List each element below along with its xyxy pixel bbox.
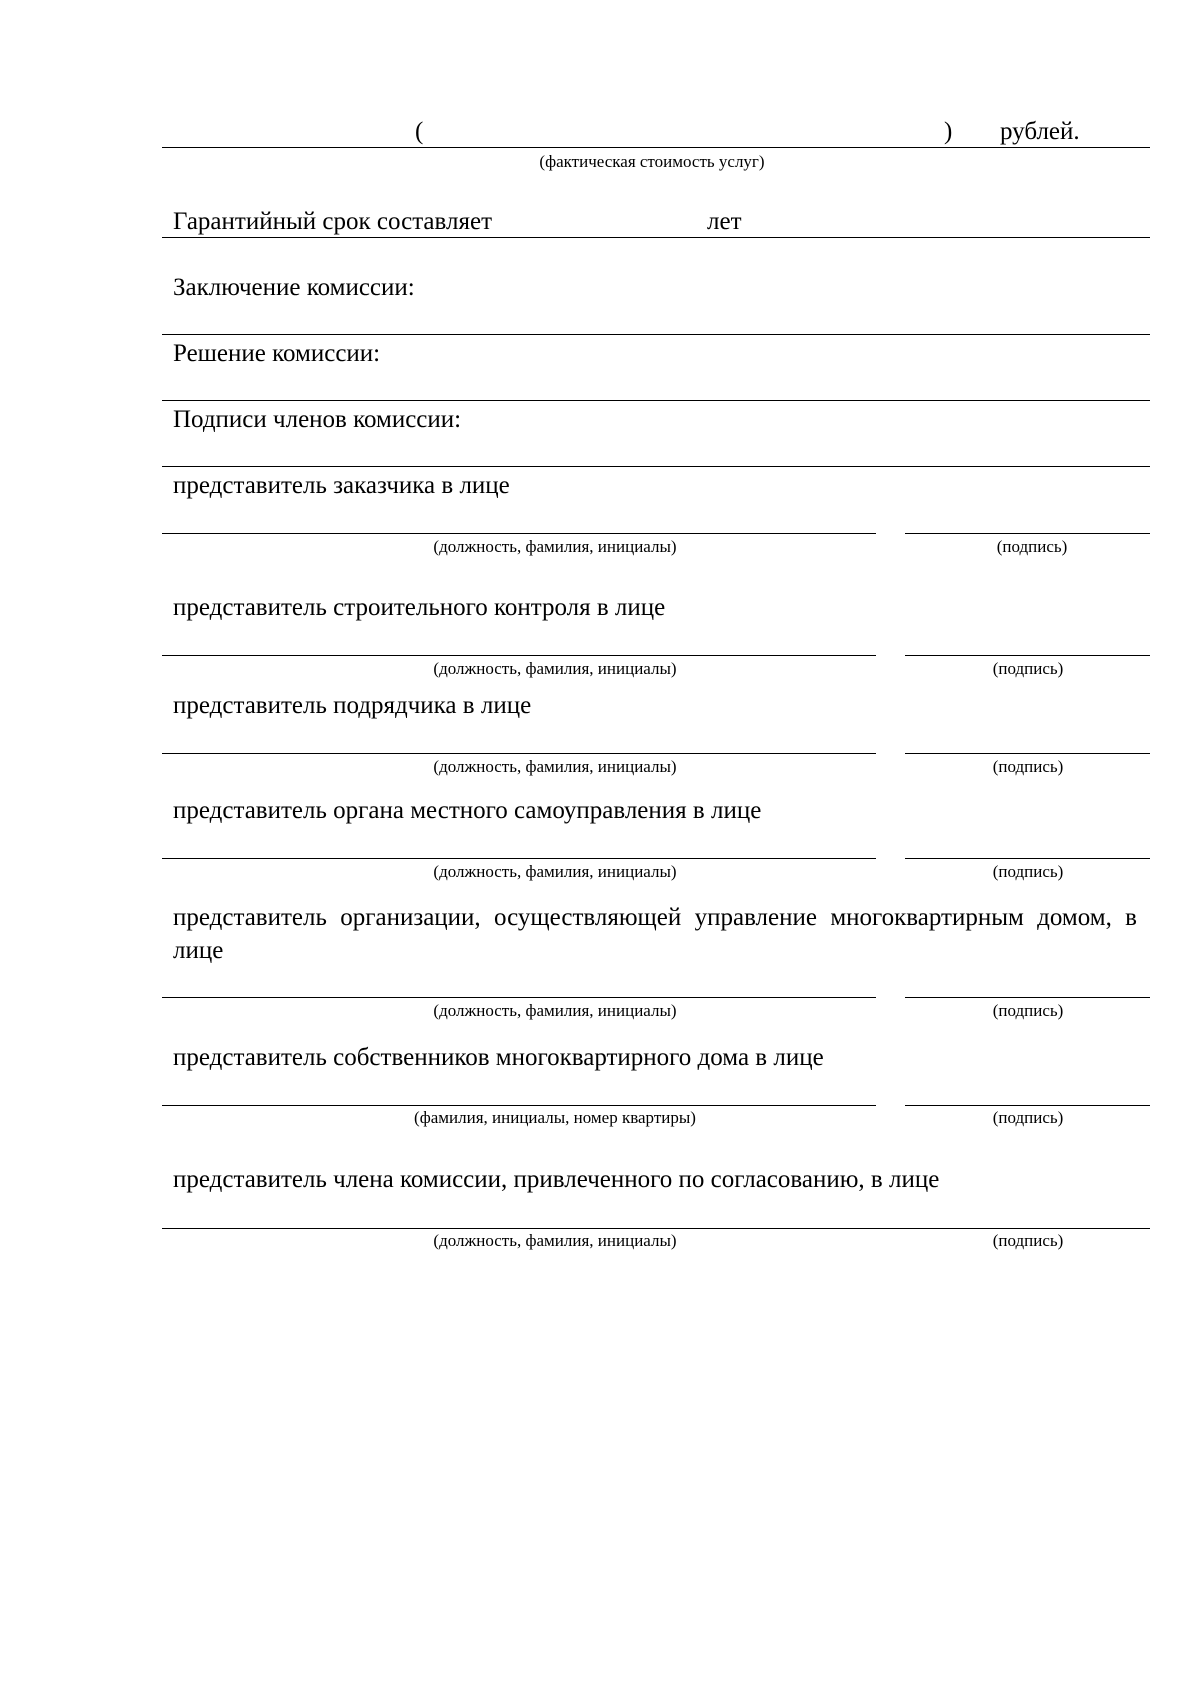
- representative-control-label: представитель строительного контроля в лице: [173, 594, 666, 621]
- representative-invited-member-signature-caption: (подпись): [992, 1231, 1064, 1250]
- representative-management-name-caption: (должность, фамилия, инициалы): [433, 1001, 677, 1020]
- representative-owners-signature-line[interactable]: [905, 1105, 1150, 1106]
- representative-management-name-line[interactable]: [162, 997, 876, 998]
- decision-line[interactable]: [162, 400, 1150, 401]
- representative-contractor-name-line[interactable]: [162, 753, 876, 754]
- representative-invited-member-label: представитель члена комиссии, привлеченного по согласованию, в лице: [173, 1166, 940, 1193]
- representative-management-signature-line[interactable]: [905, 997, 1150, 998]
- representative-contractor-name-caption: (должность, фамилия, инициалы): [433, 757, 677, 776]
- representative-customer-label: представитель заказчика в лице: [173, 472, 510, 499]
- representative-contractor-label: представитель подрядчика в лице: [173, 692, 532, 719]
- representative-control-name-caption: (должность, фамилия, инициалы): [433, 659, 677, 678]
- representative-management-label: представитель организации, осуществляющей управление многоквартирным домом, в лице: [173, 904, 1137, 964]
- representative-customer-name-caption: (должность, фамилия, инициалы): [433, 537, 677, 556]
- signatures-label: Подписи членов комиссии:: [173, 406, 462, 433]
- decision-label: Решение комиссии:: [173, 340, 381, 367]
- representative-local-government-name-line[interactable]: [162, 858, 876, 859]
- representative-contractor-signature-caption: (подпись): [992, 757, 1064, 776]
- representative-local-government-signature-caption: (подпись): [992, 862, 1064, 881]
- representative-invited-member-line[interactable]: [162, 1228, 1150, 1229]
- conclusion-line[interactable]: [162, 334, 1150, 335]
- representative-owners-name-line[interactable]: [162, 1105, 876, 1106]
- representative-owners-name-caption: (фамилия, инициалы, номер квартиры): [414, 1108, 696, 1127]
- representative-management-signature-caption: (подпись): [992, 1001, 1064, 1020]
- representative-customer-signature-line[interactable]: [905, 533, 1150, 534]
- representative-customer-signature-caption: (подпись): [996, 537, 1068, 556]
- representative-control-signature-caption: (подпись): [992, 659, 1064, 678]
- representative-owners-signature-caption: (подпись): [992, 1108, 1064, 1127]
- representative-local-government-name-caption: (должность, фамилия, инициалы): [433, 862, 677, 881]
- cost-open-paren: (: [415, 118, 424, 145]
- signatures-line[interactable]: [162, 466, 1150, 467]
- cost-close-paren: ): [944, 118, 953, 145]
- warranty-label: Гарантийный срок составляет: [173, 208, 492, 235]
- representative-customer-name-line[interactable]: [162, 533, 876, 534]
- representative-invited-member-name-caption: (должность, фамилия, инициалы): [433, 1231, 677, 1250]
- representative-local-government-label: представитель органа местного самоуправления в лице: [173, 797, 762, 824]
- representative-owners-label: представитель собственников многоквартирного дома в лице: [173, 1044, 824, 1071]
- warranty-line[interactable]: [162, 237, 1150, 238]
- cost-currency-text: рублей.: [1000, 118, 1080, 145]
- representative-control-name-line[interactable]: [162, 655, 876, 656]
- cost-input-line[interactable]: [162, 147, 1150, 148]
- representative-contractor-signature-line[interactable]: [905, 753, 1150, 754]
- representative-control-signature-line[interactable]: [905, 655, 1150, 656]
- cost-caption: (фактическая стоимость услуг): [539, 152, 765, 171]
- warranty-unit: лет: [707, 208, 742, 235]
- conclusion-label: Заключение комиссии:: [173, 274, 415, 301]
- representative-local-government-signature-line[interactable]: [905, 858, 1150, 859]
